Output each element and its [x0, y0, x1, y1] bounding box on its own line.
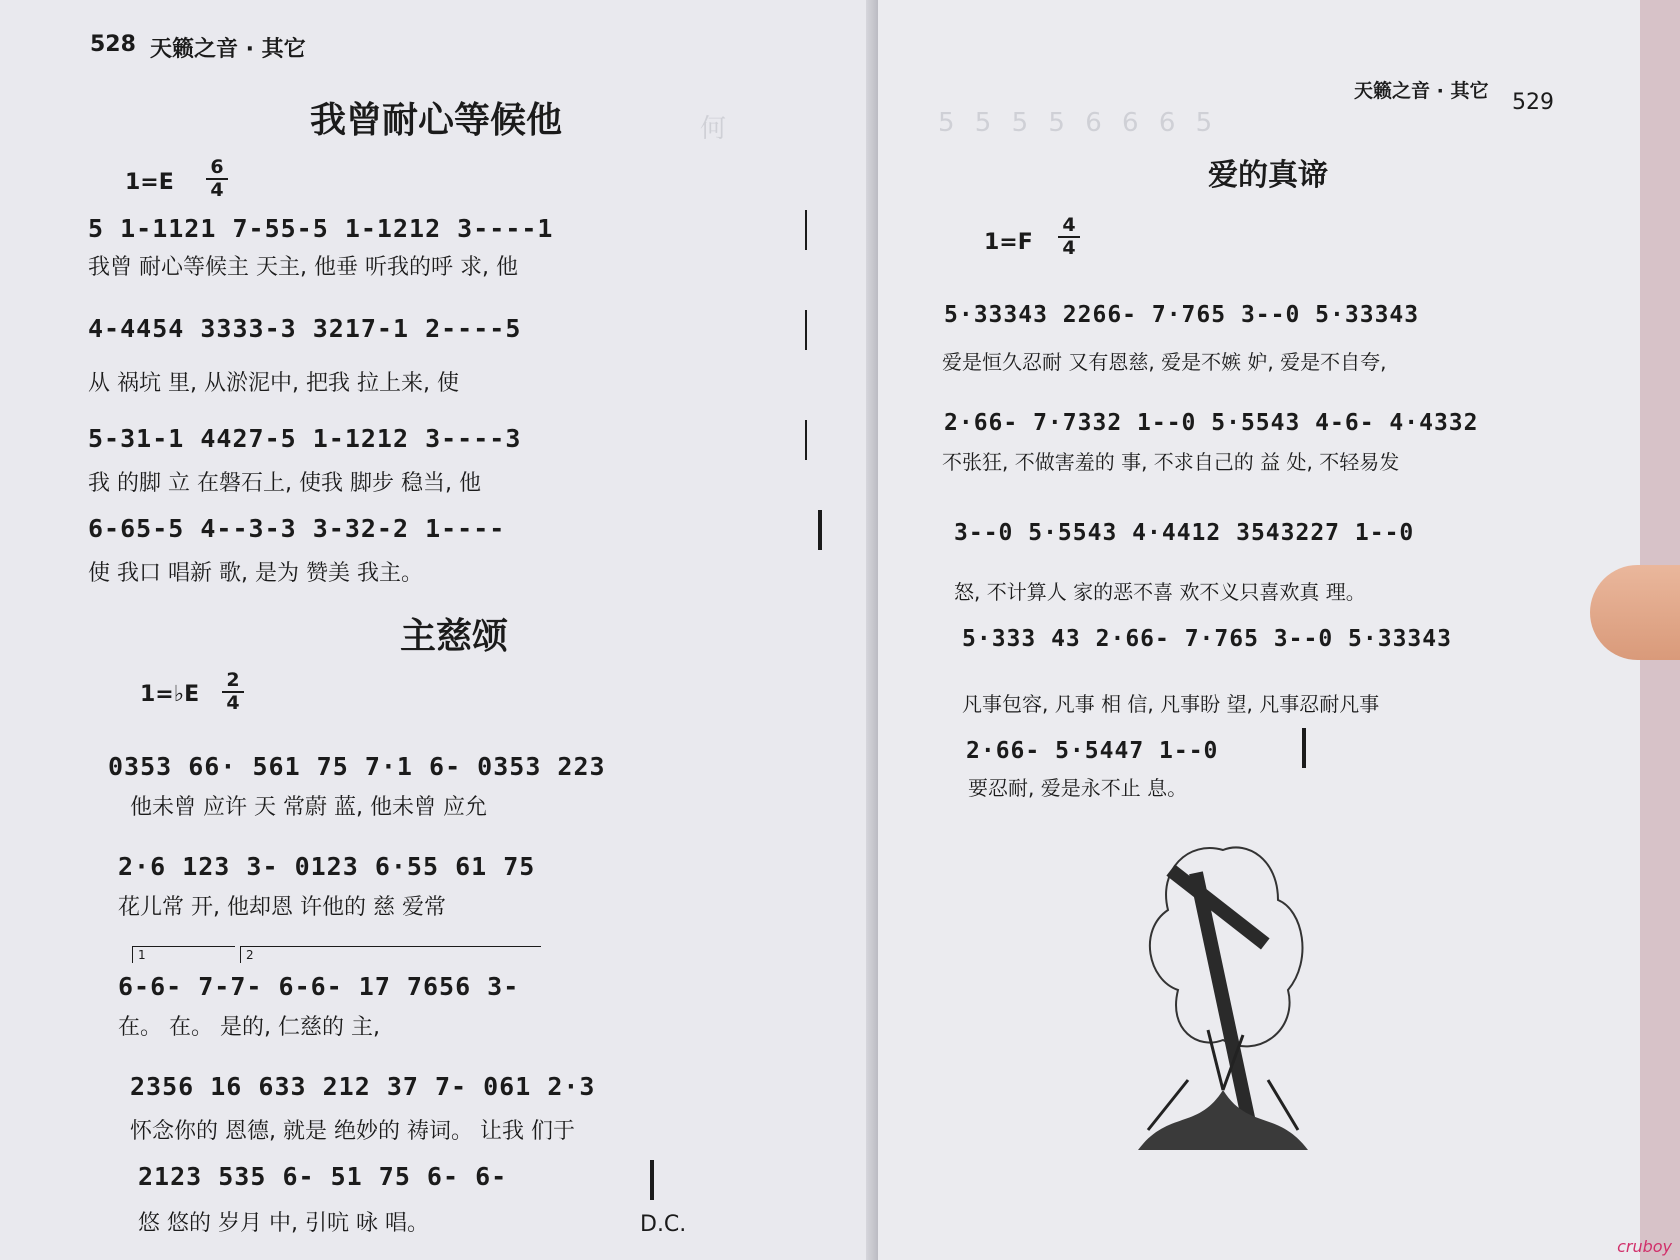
song2-lyrics-line5: 悠 悠的 岁月 中, 引吭 咏 唱。 — [138, 1211, 429, 1236]
time-denominator: 4 — [226, 692, 240, 714]
final-barline — [650, 1160, 654, 1200]
song1-notes-line3: 5-31-1 4427-5 1-1212 3----3 — [88, 424, 522, 453]
song3-notes-line3: 3--0 5·5543 4·4412 3543227 1--0 — [954, 520, 1415, 546]
page-number-right: 529 — [1512, 90, 1554, 115]
song3-lyrics-line5: 要忍耐, 爱是永不止 息。 — [968, 776, 1188, 800]
song1-lyrics-line1: 我曾 耐心等候主 天主, 他垂 听我的呼 求, 他 — [88, 255, 518, 280]
song2-notes-line5: 2123 535 6- 51 75 6- 6- — [138, 1162, 508, 1191]
song2-lyrics-line1: 他未曾 应许 天 常蔚 蓝, 他未曾 应允 — [130, 795, 487, 820]
final-barline — [1302, 728, 1306, 768]
volta-label-2: 2 — [246, 948, 254, 962]
right-page — [878, 0, 1670, 1260]
time-numerator: 6 — [206, 157, 228, 180]
volta-label-1: 1 — [138, 948, 146, 962]
song2-notes-line4: 2356 16 633 212 37 7- 061 2·3 — [130, 1072, 596, 1101]
bleed-through-text: 何 — [700, 114, 733, 144]
running-head-left: 天籁之音 · 其它 — [150, 37, 306, 62]
final-barline — [805, 420, 807, 460]
bleed-through-text: 5 5 5 5 6 6 6 5 — [938, 108, 1219, 138]
song-title-1: 我曾耐心等候他 — [310, 100, 563, 141]
song3-notes-line1: 5·33343 2266- 7·765 3--0 5·33343 — [944, 302, 1420, 328]
song1-notes-line1: 5 1-1121 7-55-5 1-1212 3----1 — [88, 214, 554, 243]
time-numerator: 2 — [222, 670, 244, 693]
song2-lyrics-line3: 在。 在。 是的, 仁慈的 主, — [118, 1015, 380, 1040]
song2-notes-line1: 0353 66· 561 75 7·1 6- 0353 223 — [108, 752, 606, 781]
song3-notes-line5: 2·66- 5·5447 1--0 — [966, 738, 1219, 764]
final-barline — [805, 210, 807, 250]
page-number-left: 528 — [90, 32, 136, 57]
song3-key: 1=F — [984, 230, 1033, 255]
watermark: cruboy — [1617, 1237, 1672, 1256]
song-title-3: 爱的真谛 — [1208, 158, 1328, 193]
song1-time-signature — [206, 157, 228, 201]
song2-lyrics-line4: 怀念你的 恩德, 就是 绝妙的 祷词。 让我 们于 — [130, 1119, 575, 1144]
final-barline — [805, 310, 807, 350]
time-denominator: 4 — [210, 179, 224, 201]
volta-bracket-2 — [240, 946, 541, 963]
time-numerator: 4 — [1058, 215, 1080, 238]
song3-time-signature — [1058, 215, 1080, 259]
song1-notes-line4: 6-65-5 4--3-3 3-32-2 1---- — [88, 514, 506, 543]
song3-notes-line4: 5·333 43 2·66- 7·765 3--0 5·33343 — [962, 626, 1452, 652]
song2-key: 1=♭E — [140, 682, 200, 707]
song2-time-signature — [222, 670, 244, 714]
cross-illustration — [1128, 830, 1318, 1170]
song2-lyrics-line2: 花儿常 开, 他却恩 许他的 慈 爱常 — [118, 895, 446, 920]
song1-notes-line2: 4-4454 3333-3 3217-1 2----5 — [88, 314, 522, 343]
song3-lyrics-line4: 凡事包容, 凡事 相 信, 凡事盼 望, 凡事忍耐凡事 — [962, 692, 1380, 716]
song3-lyrics-line2: 不张狂, 不做害羞的 事, 不求自己的 益 处, 不轻易发 — [942, 450, 1400, 474]
song1-lyrics-line2: 从 祸坑 里, 从淤泥中, 把我 拉上来, 使 — [88, 371, 459, 396]
song3-lyrics-line3: 怒, 不计算人 家的恶不喜 欢不义只喜欢真 理。 — [954, 580, 1366, 604]
volta-bracket-1 — [132, 946, 235, 963]
song-title-2: 主慈颂 — [400, 616, 509, 657]
song1-lyrics-line3: 我 的脚 立 在磐石上, 使我 脚步 稳当, 他 — [88, 471, 481, 496]
song2-notes-line3: 6-6- 7-7- 6-6- 17 7656 3- — [118, 972, 520, 1001]
song2-notes-line2: 2·6 123 3- 0123 6·55 61 75 — [118, 852, 536, 881]
song3-lyrics-line1: 爱是恒久忍耐 又有恩慈, 爱是不嫉 妒, 爱是不自夸, — [942, 350, 1387, 374]
da-capo-mark: D.C. — [640, 1212, 687, 1237]
time-denominator: 4 — [1062, 237, 1076, 259]
final-barline — [818, 510, 822, 550]
running-head-right: 天籁之音 · 其它 — [1354, 80, 1489, 102]
song1-lyrics-line4: 使 我口 唱新 歌, 是为 赞美 我主。 — [88, 561, 423, 586]
song3-notes-line2: 2·66- 7·7332 1--0 5·5543 4-6- 4·4332 — [944, 410, 1479, 436]
finger-holding-page — [1590, 565, 1680, 660]
song1-key: 1=E — [125, 170, 174, 195]
